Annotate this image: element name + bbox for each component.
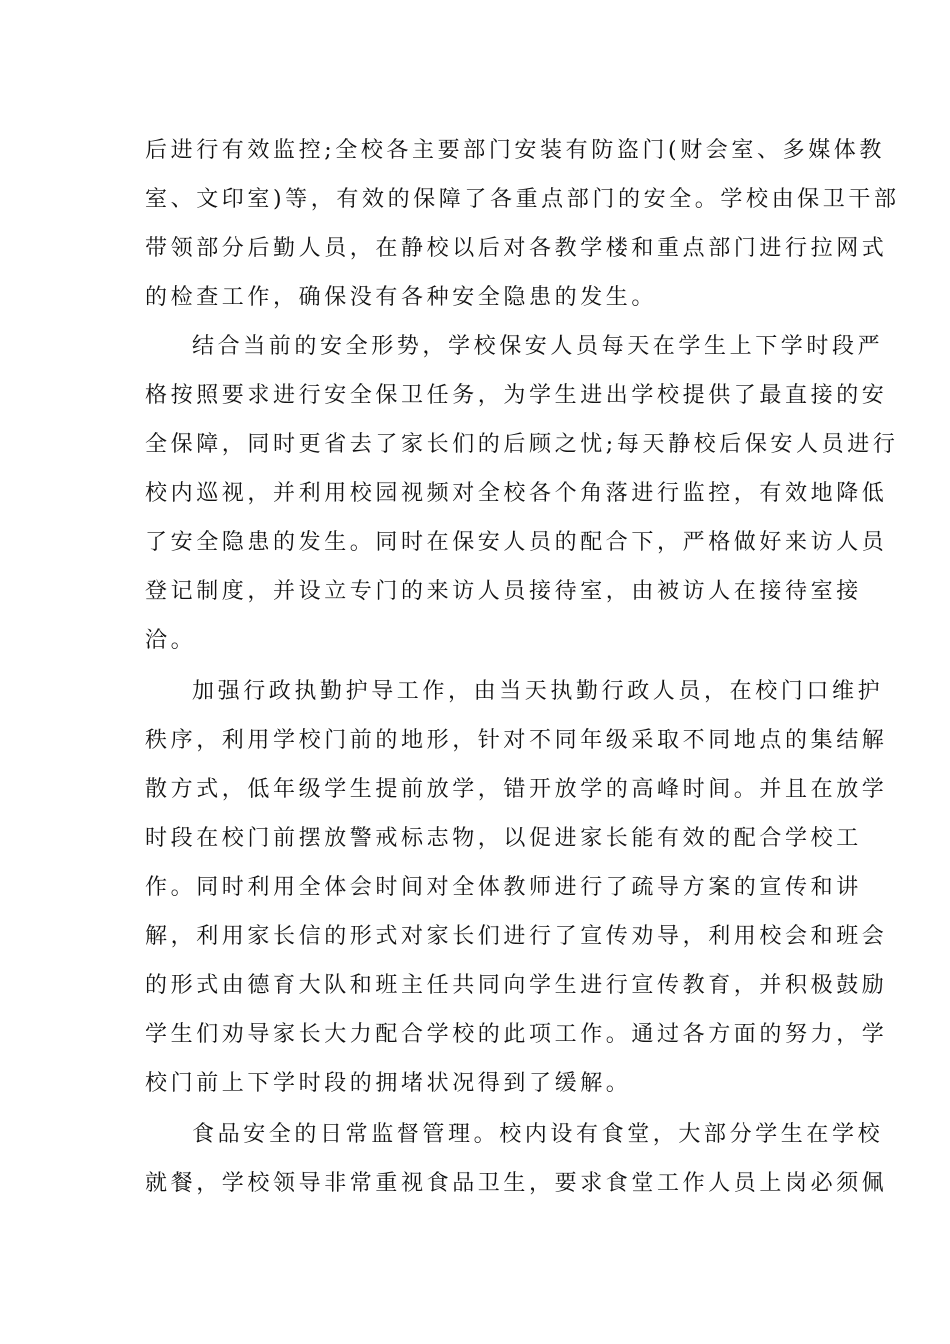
text-line: 秩序，利用学校门前的地形，针对不同年级采取不同地点的集结解 xyxy=(145,728,888,753)
text-line: 校门前上下学时段的拥堵状况得到了缓解。 xyxy=(145,1071,632,1096)
text-line: 就餐，学校领导非常重视食品卫生，要求食堂工作人员上岗必须佩 xyxy=(145,1171,888,1196)
text-line: 的形式由德育大队和班主任共同向学生进行宣传教育，并积极鼓励 xyxy=(145,973,888,998)
text-line: 作。同时利用全体会时间对全体教师进行了疏导方案的宣传和讲 xyxy=(145,875,862,900)
text-line: 解，利用家长信的形式对家长们进行了宣传劝导，利用校会和班会 xyxy=(145,924,888,949)
text-line: 的检查工作，确保没有各种安全隐患的发生。 xyxy=(145,285,658,310)
paragraph-first-line: 结合当前的安全形势，学校保安人员每天在学生上下学时段严 xyxy=(192,334,884,359)
text-line: 时段在校门前摆放警戒标志物，以促进家长能有效的配合学校工 xyxy=(145,826,862,851)
paragraph-first-line: 加强行政执勤护导工作，由当天执勤行政人员，在校门口维护 xyxy=(192,679,884,704)
text-line: 格按照要求进行安全保卫任务，为学生进出学校提供了最直接的安 xyxy=(145,383,888,408)
text-line: 洽。 xyxy=(145,628,197,653)
text-line: 了安全隐患的发生。同时在保安人员的配合下，严格做好来访人员 xyxy=(145,530,888,555)
text-line: 全保障，同时更省去了家长们的后顾之忧;每天静校后保安人员进行 xyxy=(145,432,899,457)
text-line: 后进行有效监控;全校各主要部门安装有防盗门(财会室、多媒体教 xyxy=(145,138,885,163)
text-line: 室、文印室)等，有效的保障了各重点部门的安全。学校由保卫干部 xyxy=(145,187,900,212)
text-line: 散方式，低年级学生提前放学，错开放学的高峰时间。并且在放学 xyxy=(145,777,888,802)
text-line: 带领部分后勤人员，在静校以后对各教学楼和重点部门进行拉网式 xyxy=(145,236,888,261)
paragraph-first-line: 食品安全的日常监督管理。校内设有食堂，大部分学生在学校 xyxy=(192,1122,884,1147)
text-line: 登记制度，并设立专门的来访人员接待室，由被访人在接待室接 xyxy=(145,579,862,604)
text-line: 校内巡视，并利用校园视频对全校各个角落进行监控，有效地降低 xyxy=(145,481,888,506)
text-line: 学生们劝导家长大力配合学校的此项工作。通过各方面的努力，学 xyxy=(145,1022,888,1047)
